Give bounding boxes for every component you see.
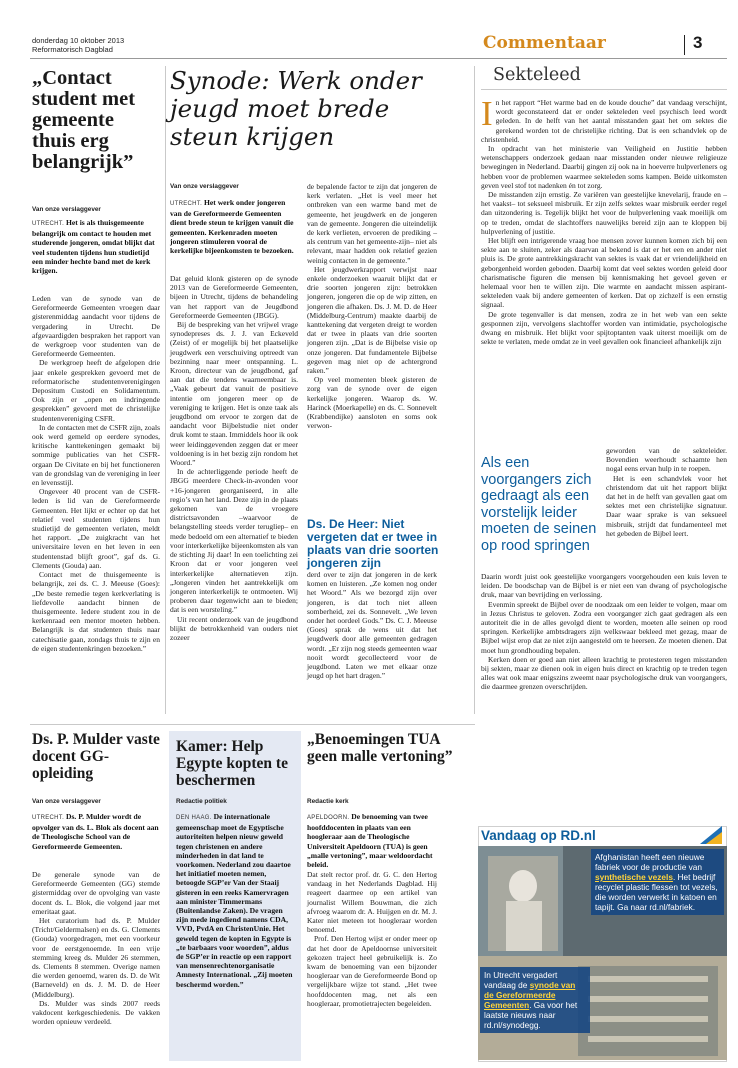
rd-link-synod[interactable]: synode van de Gereformeerde Gemeenten [484,980,576,1010]
kamer-byline: Redactie politiek [176,798,227,805]
synode-headline: Synode: Werk onder jeugd moet brede steun krijgen [170,66,422,152]
rd-title[interactable]: Vandaag op RD.nl [481,828,596,843]
col1-paragraph: Contact met de thuisgemeente is belangrijk, zei ds. C. J. Meeuse (Goes): „De beste remedie tegen kerkverlating is liefdevolle aandacht binnen de thuisgemeente. Iedere student zou in de kerkenraad een mentor moeten hebben. Belangrijk is dat studenten thuis naar catechisatie gaan, zondags thuis te zijn en de eigen studentenkringen bezoeken.” [32,570,160,653]
editorial-beside-quote [606,446,727,538]
editorial-paragraph: De grote tegenvaller is dat mensen, zodra ze in het web van een sekte gesponnen zijn, vervolgens slachtoffer worden van intimidatie, psychologische dwang en misbruik. Het blijkt voor spijtoptanten vaak uiterst moeilijk om de sekte te verlaten, mede omdat ze in veel gevallen ook financieel afhankelijk zijn [481,309,727,347]
col1-city: UTRECHT. [32,221,65,227]
synode-paragraph: Bij de bespreking van het vrijwel vrage synodepreses ds. J. J. van Eckeveld (Zeist) of er mogelijk bij het plaatselijke jeugdwerk een verschuiving optreedt van bezinning naar meer ontspanning. L. Kroon, directeur van de jeugdbond, gaf aan dat die tendens waarneembaar is. „Vaak gebeurt dat vanuit de positieve intentie om jongeren meer op de vereniging te krijgen. Het is onze taak als jeugdbond om ervoor te zorgen dat de aandacht voor Bijbelstudie niet onder druk komt te staan. Immiddels hoor ik ook weer leidinggevenden zeggen dat er meer voldoening is in het bezig zijn rondom het Woord.” [170,320,298,468]
col1-paragraph: Leden van de synode van de Gereformeerde Gemeenten vroegen daar gisterenmiddag aandacht voor tijdens de vergadering in Utrecht. De afgevaardigden bespraken het rapport van de werkgroep voor studenten van de Gereformeerde Gemeenten. [32,294,160,359]
editorial-rule [481,89,727,90]
mulder-paragraph: Het curatorium had ds. P. Mulder (Tricht/Geldermalsen) en ds. G. Clements (Gouda) voorgedragen, met een voorkeur voor de eerstgenoemde. In een vrije stemming kreeg ds. Mulder 26 stemmen, ds. Clements 8 stemmen. Overige namen die werden genoemd, waren ds. D. de Wit (Barneveld) en ds. J. M. D. de Heer (Middelburg). [32,916,160,999]
editorial-body [481,94,727,347]
synode-col-b-after [307,570,437,680]
synode-byline: Van onze verslaggever [170,183,239,190]
mulder-body [32,870,160,1026]
rd-caption-top-text: Afghanistan heeft een nieuwe fabriek voor de productie van [595,852,705,872]
col1-byline: Van onze verslaggever [32,206,101,213]
editorial-paragraph: In opdracht van het ministerie van Veiligheid en Justitie hebben wetenschappers onderzoek gedaan naar misstanden onder nieuwe religieuze bewegingen in Nederland. Daarbij gingen zij ook na in hoeverre hulpverleners og hebben voor de problemen waarmee sekteleden soms kampen. Beide uitkomsten geven veel stof tot nadenken én tot zorg. [481,144,727,190]
col1-paragraph: De werkgroep heeft de afgelopen drie jaar enkele gesprekken gevoerd met de reformatorische studentenverenigingen Depositum Custodi en Solidamentum. Ook zijn er „open en indringende gesprekken” gevoerd met de christelijke studentenvereniging CSFR. [32,358,160,423]
tua-byline: Redactie kerk [307,798,349,805]
synode-col-b [307,182,437,430]
editorial-paragraph: Kerken doen er goed aan niet alleen krachtig te protesteren tegen misstanden bij sekten, maar ze dienen ook in eigen huis direct en krachtig op te treden tegen alles wat ook maar enigszins zweemt naar psychologische druk van voorgangers, die daarmee grenzen overschrijden. [481,654,727,692]
mulder-paragraph: Ds. Mulder was sinds 2007 reeds vakdocent kerkgeschiedenis. De vakken worden opnieuw verdeeld. [32,998,160,1027]
tua-intro-text: De benoeming van twee hoofddocenten in plaats van een hoogleraar aan de Theologische Universiteit Apeldoorn (TUA) is geen „malle vertoning”, maar weldoordacht beleid. [307,812,433,870]
col1-divider [165,66,166,714]
mulder-headline: Ds. P. Mulder vaste docent GG-opleiding [32,731,160,782]
editorial-after-quote [481,572,727,692]
col1-paragraph: In de contacten met de CSFR zijn, zoals ook werd gemeld op eerdere synodes, kritische kanttekeningen gemaakt bij sommige publicaties van het CSFR-orgaan De Civitate en bij het functioneren van de grondslag van de vereniging in leer en levensstijl. [32,422,160,488]
synode-subhead: Ds. De Heer: Niet vergeten dat er twee in plaats van drie soorten jongeren zijn [307,517,439,570]
tua-city: APELDOORN. [307,815,350,821]
tua-paragraph: Prof. Den Hertog wijst er onder meer op dat het door de Apeldoornse universiteit gekozen traject heel gebruikelijk is. Zo kwam de benoeming van een bijzonder hoogleraar van de Gereformeerde Bond op vergelijkbare wijze tot stand. „Het twee hoofddocenten mag, net als een hoogleraar, promotietrajecten begeleiden. [307,934,437,1008]
editorial-title: Sekteleed [493,65,581,85]
newspaper-name: Reformatorisch Dagblad [32,45,113,54]
synode-intro [170,198,298,255]
header-divider [684,35,685,55]
synode-paragraph: Het jeugdwerkrapport verwijst naar enkele onderzoeken waaruit blijkt dat er drie soorten jongeren zijn: betrokken jongeren, jongeren die op de wip zitten, en jongeren die afhaken. Ds. J. M. D. de Heer (Middelburg-Centrum) maakte daarbij de kanttekening dat vergeten dreigt te worden dat er twee in plaats van drie soorten jongeren zijn. „Dat is de Bijbelse visie op onze jongeren. Dat fundamentele Bijbelse gegeven mag niet op de achtergrond raken.” [307,264,437,376]
synode-paragraph: Uit recent onderzoek van de jeugdbond blijkt de betrokkenheid van ouders niet zozeer [170,614,298,642]
page-number: 3 [693,33,703,52]
synode-paragraph: derd over te zijn dat jongeren in de kerk komen en luisteren. „Ze komen nog onder het Woord.” Als we bezorgd zijn over jongeren, is dat toch niet alleen somberheid, zei ds. Sonnevelt. „We leven onder het oordeel Gods.” Ds. C. J. Meeuse (Goes) sprak de wens uit dat het jeugdwerk door alle gemeenten gedragen wordt. „Er zijn nog steeds gemeenten waar nooit wordt gecollecteerd voor de jeugdbond. Laten we met elkaar onze jeugd op het hart dragen.” [307,570,437,681]
rd-caption-top [591,849,724,915]
editorial-paragraph: n het rapport “Het warme bad en de koude douche” dat vandaag verschijnt, wordt geconstateerd dat er onder sekteleden veel psychisch leed wordt geleden. In de helft van het aantal misstanden gaat het om sektes die gerekend worden tot de christelijke richting. Dat is een schandvlek op de christenheid. [481,98,727,144]
editorial-dropcap: I [481,94,493,133]
col1-body [32,294,160,653]
editorial-paragraph: Evenmin spreekt de Bijbel over de noodzaak om een leider te volgen, maar om in Jezus Christus te geloven. Zodra een voorganger zich gaat gedragen als een autoriteit die in de alles gevolgd dient te worden, moeten alle seinen op rood springen. Kerkelijke ambtsdragers zijn welkswaar bekleed met gezag, maar de Bijbel wijst erop dat ze niet zijn aangesteld om te heersen. Ze moeten dienen. Dat moet hun grondhouding bepalen. [481,599,727,655]
col1-intro [32,218,160,275]
editorial-paragraph: geworden van de sekteleider. Bovendien weerhoudt schaamte hen nogal eens ervan hulp in te roepen. [606,446,727,474]
synode-paragraph: In de achterliggende periode heeft de JBGG meerdere Check-in-avonden voor +16-jongeren georganiseerd, in alle regio’s van het land. Deze zijn in de plaats gekomen van de vroegere districtsavonden –waarvoor de belangstelling steeds verder terugliep– en mede bedoeld om een alternatief te bieden voor interkerkelijke bijeenkomsten als van de stichting Jij daar! In een toelichting zei Kroon dat er voor jongeren veel interkerkelijke alternatieven zijn. „Jongeren vinden het aantrekkelijk om jongeren interkerkelijk te ontmoeten. Wij proberen daar tegenwicht aan te bieden; dat is een worsteling.” [170,467,298,615]
header-rule [30,58,727,59]
rd-logo-icon [700,826,722,844]
mulder-byline: Van onze verslaggever [32,798,101,805]
mulder-paragraph: De generale synode van de Gereformeerde Gemeenten (GG) stemde gistermiddag over de opvolging van vaste docent ds. L. Blok, die volgend jaar met emeritaat gaat. [32,870,160,916]
synode-divider [474,66,475,714]
editorial-paragraph: Daarin wordt juist ook geestelijke voorgangers voorgehouden een kuis leven te leiden. De boodschap van de Bijbel is er niet een van dwang of psychologische druk, maar van bevrijding en verlossing. [481,572,727,600]
col1-paragraph: Ongeveer 40 procent van de CSFR-leden is lid van de Gereformeerde Gemeenten. Het lijkt er echter op dat het relatief veel studenten tijdens hun studietijd de gemeenten verlaten, meldt het rapport. „De zuigkracht van het universitaire leven en het leven in een studentenstad blijft groot”, gaf ds. G. Clements (Gouda) aan. [32,487,160,570]
editorial-pull-quote: Als een voorgangers zich gedraagt als een vorstelijk leider moeten de seinen op rood springen [481,455,597,554]
editorial-paragraph: Het is een schandvlek voor het christendom dat uit het rapport blijkt dat het in de helft van gevallen gaat om sektes met een christelijke signatuur. Daar waar sprake is van seksueel misbruik, strijdt dat fundamenteel met het gebeden de Bijbel leert. [606,473,727,538]
synode-paragraph: de bepalende factor te zijn dat jongeren de kerk verlaten. „Het is veel meer het ontbreken van een warme band met de gemeente, het jeugdwerk en de jongeren van de gemeente. Jongeren die uiteindelijk de kerk verlieten, ervoeren de prediking –als centrum van het gemeente-zijn– niet als relevant, maar hadden ook relatief gezien weinig contacten in de gemeente.” [307,182,437,265]
synode-intro-text: Het werk onder jongeren van de Gereformeerde Gemeenten dient brede steun te krijgen vanuit die gemeenten. Kerkenraden moeten jongeren stimuleren vooral de kerkelijke bijeenkomsten te bezoeken. [170,198,294,256]
tua-headline: „Benoemingen TUA geen malle vertoning” [307,731,453,765]
rd-caption-top-rest: . Het bedrijf recyclet plastic flessen tot vezels, die worden verwerkt in katoen en tapijt. Ga naar rd.nl/fabriek. [595,872,718,912]
tua-body [307,870,437,1008]
kamer-intro-text: De internationale gemeenschap moet de Egyptische autoriteiten helpen nieuw geweld tegen christenen en andere minderheden in dat land te voorkomen. Nederland zou daartoe het initiatief moeten nemen, betoogde SGP’er Van der Staaij gisteren in een reeks Kamervragen aan minister Timmermans (Buitenlandse Zaken). De vragen zijn mede ingediend namens CDA, VVD, PvdA en ChristenUnie. Het geweld tegen de kopten in Egypte is „te barbaars voor woorden”, aldus de SGP’er in reactie op een rapport van mensenrechtenorganisatie Amnesty International. „Zij moeten beschermd worden.” [176,812,293,989]
kamer-city: DEN HAAG. [176,815,212,821]
tua-paragraph: Dat stelt rector prof. dr. G. C. den Hertog vandaag in het Nederlands Dagblad. Hij reageert daarmee op een artikel van journalist Willem Bouwman, die zich afvroeg waarom dr. A. Huijgen en dr. M. J. Kater niet meteen tot hoogleraar worden benoemd. [307,870,437,935]
rd-caption-bottom-text: In Utrecht vergadert vandaag de [484,970,558,990]
mulder-intro-text: Ds. P. Mulder wordt de opvolger van ds. L. Blok als docent aan de Theologische School van de Gereformeerde Gemeenten. [32,812,159,851]
col1-intro-text: Het is als thuisgemeente belangrijk om contact te houden met studerende jongeren, omdat blijkt dat veel studenten tijdens hun studietijd een minder hechte band met de kerk krijgen. [32,218,155,276]
synode-col-a [170,274,298,642]
rd-caption-bottom-rest: . Ga voor het laatste nieuws naar rd.nl/synodegg. [484,1000,578,1030]
rd-link-synthetic-fibers[interactable]: synthetische vezels [595,872,673,882]
mulder-intro [32,812,160,851]
synode-paragraph: Dat geluid klonk gisteren op de synode 2013 van de Gereformeerde Gemeenten, bijeen in Utrecht, tijdens de behandeling van het rapport van de Jeugdbond Gereformeerde Gemeenten (JBGG). [170,274,298,320]
synode-paragraph: Op veel momenten bleek gisteren de zorg van de synode over de eigen kerkelijke jongeren. Waarop ds. W. Harinck (Moerkapelle) en ds. C. Sonnevelt (Krabbendijke) aansloten en soms ook verwon- [307,375,437,431]
editorial-paragraph: De misstanden zijn ernstig. Ze variëren van geestelijke knevelarij, fraude en –het vaakst– tot seksueel misbruik. Er zijn zelfs sektes waar misbruik eerder regel dan uitzondering is. Tegelijk blijkt het voor de hulpverlening vaak moeilijk om op te treden, omdat de slachtoffers nauwelijks bereid zijn aan te kloppen bij hulpverlening of justitie. [481,190,727,236]
col1-headline: „Contact student met gemeente thuis erg belangrijk” [32,67,136,173]
section-title: Commentaar [483,33,606,53]
page-date: donderdag 10 oktober 2013 [32,36,125,45]
mulder-city: UTRECHT. [32,815,65,821]
rd-caption-bottom [480,967,590,1033]
tua-intro [307,812,437,869]
synode-city: UTRECHT. [170,201,203,207]
kamer-headline: Kamer: Help Egypte kopten te beschermen [176,738,288,789]
bottom-row-rule [30,724,475,725]
editorial-paragraph: Het blijft een intrigerende vraag hoe mensen zover kunnen komen zich bij een sekte aan te sluiten, zeker als daarvan al bekend is dat er het een en ander niet pluis is. De grote aantrekkingskracht van sektes is vaak dat er vriendelijkheid en geborgenheid worden geboden. Daarbij komt dat veel sektes worden geleid door charismatische figuren die mensen bij kennismaking het gevoel geven er helemaal voor hen te willen zijn. Die warmte en aandacht missen aspirant-sekteleden vaak bij andere gemeenten of kerken. Dat op zichzelf is een ernstig signaal. [481,236,727,310]
kamer-intro [176,812,294,989]
